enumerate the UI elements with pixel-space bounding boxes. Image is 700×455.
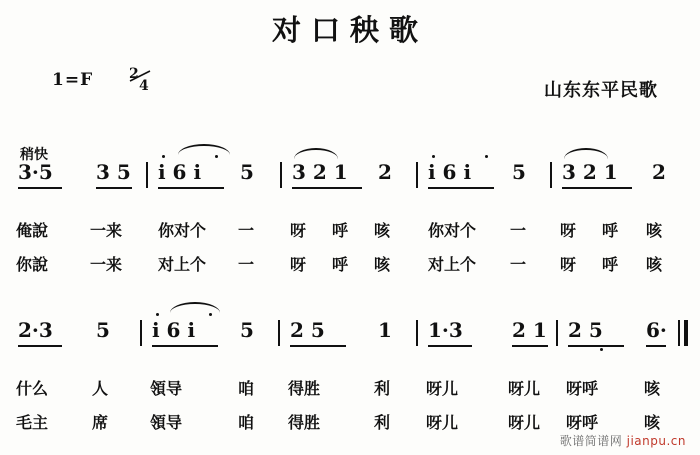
lyric-syllable: 对上个 (158, 255, 207, 274)
barline (146, 162, 148, 188)
attribution: 山东东平民歌 (544, 80, 658, 101)
lyric-syllable: 什么 (16, 379, 49, 398)
octave-dot-icon (215, 155, 218, 158)
octave-dot-icon (209, 313, 212, 316)
lyric-syllable: 呀儿 (508, 413, 541, 432)
lyric-syllable: 利 (374, 413, 391, 432)
lyric-row-2a (0, 376, 700, 406)
lyric-syllable: 你說 (16, 255, 49, 274)
time-signature (128, 66, 154, 97)
lyric-syllable: 呀 (560, 221, 577, 240)
lyric-syllable: 呼 (602, 255, 619, 274)
lyric-syllable: 呀 (290, 221, 307, 240)
note-group: 2 1 (512, 318, 547, 342)
note-group: 6· (646, 318, 667, 342)
note-group: i 6 i (158, 160, 202, 184)
lyric-syllable: 一 (510, 221, 527, 240)
watermark-link[interactable]: jianpu.cn (626, 434, 686, 448)
note-group: 2 5 (290, 318, 325, 342)
octave-dot-icon (600, 348, 603, 351)
note-group: 2 5 (568, 318, 603, 342)
note-group: 1·3 (428, 318, 463, 342)
beam-underline (152, 345, 218, 347)
lyric-syllable: 呀儿 (508, 379, 541, 398)
lyric-syllable: 咳 (644, 379, 661, 398)
lyric-syllable: 咳 (646, 255, 663, 274)
note-group: 3 5 (96, 160, 131, 184)
note-group: 3 2 1 (292, 160, 348, 184)
barline (278, 320, 280, 346)
lyric-syllable: 呼 (332, 255, 349, 274)
lyric-syllable: 呀呼 (566, 379, 599, 398)
barline (280, 162, 282, 188)
beam-underline (568, 345, 624, 347)
note-group: 5 (240, 160, 254, 184)
lyric-syllable: 領导 (150, 379, 183, 398)
note-group: 2 (378, 160, 392, 184)
octave-dot-icon (485, 155, 488, 158)
lyric-syllable: 咳 (374, 221, 391, 240)
note-group: 3 2 1 (562, 160, 618, 184)
watermark-text: 歌谱简谱网 (559, 434, 627, 448)
svg-text:4: 4 (139, 78, 149, 92)
final-barline-thin (678, 320, 680, 346)
lyric-syllable: 俺說 (16, 221, 49, 240)
note-group: 2 (652, 160, 666, 184)
note-group: 2·3 (18, 318, 53, 342)
lyric-row-1b (0, 252, 700, 282)
final-barline-thick (684, 320, 688, 346)
lyric-syllable: 咳 (644, 413, 661, 432)
slur-icon (294, 148, 338, 159)
note-row-2 (0, 318, 700, 352)
lyric-syllable: 一 (510, 255, 527, 274)
music-system-1 (0, 160, 700, 282)
lyric-syllable: 你对个 (158, 221, 207, 240)
beam-underline (428, 345, 472, 347)
beam-underline (428, 187, 494, 189)
note-group: 5 (96, 318, 110, 342)
lyric-syllable: 呼 (602, 221, 619, 240)
slur-icon (564, 148, 608, 159)
note-group: 5 (240, 318, 254, 342)
barline (140, 320, 142, 346)
tempo-marking: 稍快 (20, 147, 48, 163)
lyric-syllable: 領导 (150, 413, 183, 432)
lyric-syllable: 呀儿 (426, 379, 459, 398)
lyric-syllable: 咱 (238, 379, 255, 398)
lyric-syllable: 呀 (560, 255, 577, 274)
barline (416, 162, 418, 188)
lyric-syllable: 得胜 (288, 413, 321, 432)
lyric-syllable: 呼 (332, 221, 349, 240)
note-group: i 6 i (152, 318, 196, 342)
lyric-syllable: 咱 (238, 413, 255, 432)
beam-underline (96, 187, 132, 189)
lyric-row-1a (0, 218, 700, 248)
lyric-syllable: 一来 (90, 221, 123, 240)
svg-text:2: 2 (129, 66, 139, 82)
note-group: i 6 i (428, 160, 472, 184)
barline (550, 162, 552, 188)
beam-underline (290, 345, 346, 347)
slur-icon (170, 302, 220, 313)
lyric-syllable: 呀呼 (566, 413, 599, 432)
barline (556, 320, 558, 346)
lyric-syllable: 一 (238, 255, 255, 274)
lyric-syllable: 利 (374, 379, 391, 398)
lyric-syllable: 得胜 (288, 379, 321, 398)
octave-dot-icon (156, 313, 159, 316)
note-group: 1 (378, 318, 392, 342)
octave-dot-icon (432, 155, 435, 158)
lyric-syllable: 一来 (90, 255, 123, 274)
page-title: 对口秧歌 (271, 13, 428, 47)
beam-underline (158, 187, 224, 189)
lyric-syllable: 呀儿 (426, 413, 459, 432)
note-group: 5 (512, 160, 526, 184)
beam-underline (562, 187, 632, 189)
note-row-1 (0, 160, 700, 194)
beam-underline (292, 187, 362, 189)
lyric-syllable: 毛主 (16, 413, 49, 432)
lyric-syllable: 咳 (646, 221, 663, 240)
lyric-syllable: 对上个 (428, 255, 477, 274)
slur-icon (178, 144, 230, 155)
lyric-syllable: 人 (92, 379, 109, 398)
lyric-syllable: 席 (92, 413, 109, 432)
note-group: 3·5 (18, 160, 53, 184)
barline (416, 320, 418, 346)
music-system-2 (0, 318, 700, 440)
lyric-syllable: 你对个 (428, 221, 477, 240)
lyric-syllable: 咳 (374, 255, 391, 274)
beam-underline (18, 345, 62, 347)
lyric-syllable: 一 (238, 221, 255, 240)
beam-underline (646, 345, 666, 347)
watermark (560, 432, 686, 449)
key-signature: 1=F (52, 70, 94, 90)
beam-underline (18, 187, 62, 189)
octave-dot-icon (162, 155, 165, 158)
beam-underline (512, 345, 548, 347)
meter-fraction-icon (128, 66, 154, 92)
lyric-syllable: 呀 (290, 255, 307, 274)
